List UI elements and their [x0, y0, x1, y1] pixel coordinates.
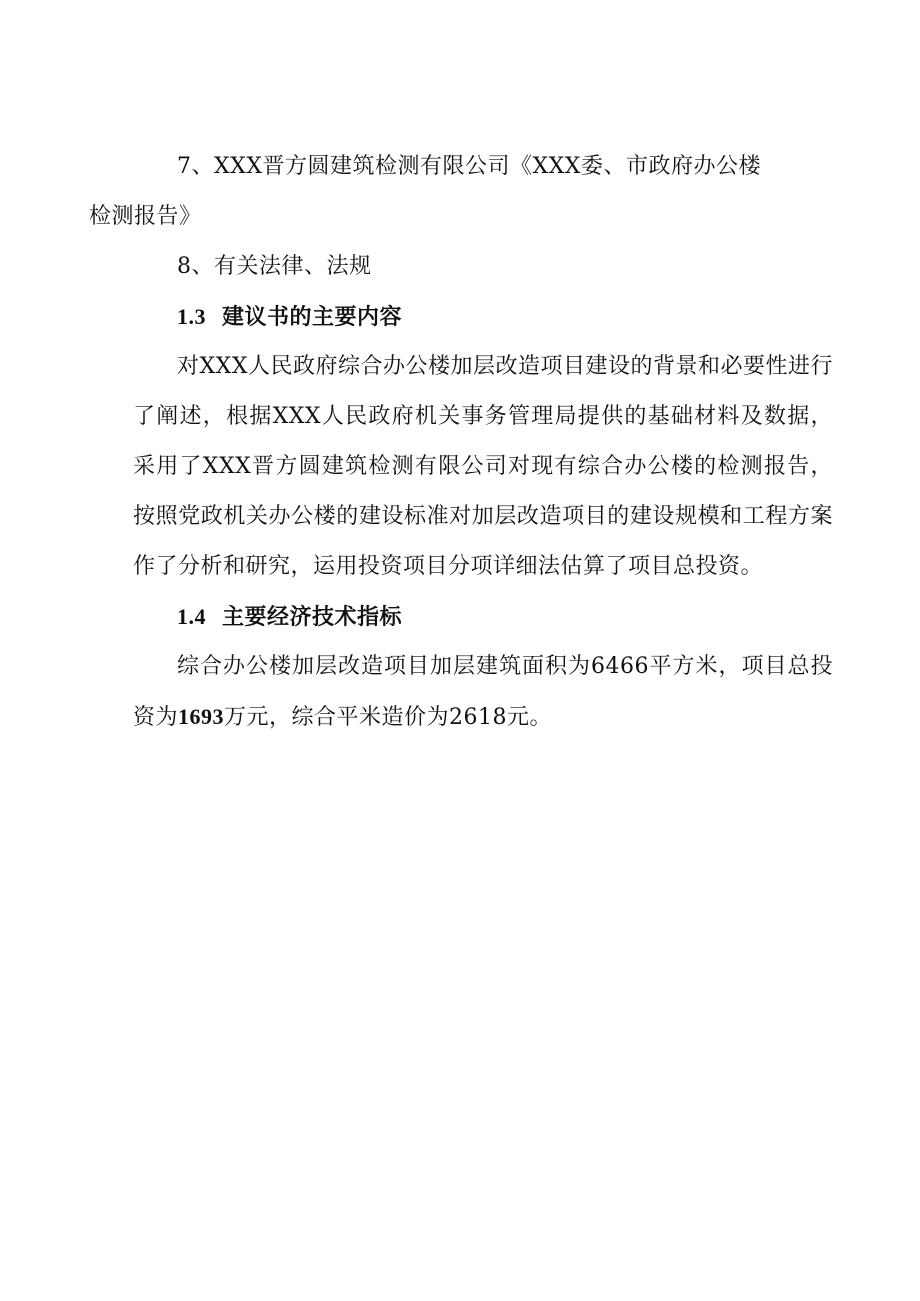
section-title: 主要经济技术指标: [222, 604, 403, 630]
reference-item-7: [89, 142, 833, 242]
section-1-4-body-part1: 综合办公楼加层改造项目加层建筑面积为6466平方米，项目总投资为: [133, 654, 833, 730]
reference-item-7-line2: 检测报告》: [89, 204, 202, 229]
section-1-4-body-part2: 万元，综合平米造价为2618元。: [224, 705, 553, 730]
section-1-4-body: [133, 642, 833, 743]
document-body: [89, 142, 833, 743]
section-heading-1-4: [133, 592, 833, 642]
section-number: 1.4: [177, 604, 206, 629]
reference-item-8: 8、有关法律、法规: [177, 254, 372, 279]
reference-item-7-line1: 7、XXX晋方圆建筑检测有限公司《XXX委、市政府办公楼: [177, 154, 761, 179]
section-number: 1.3: [177, 304, 206, 329]
total-investment-value: 1693: [178, 704, 225, 729]
section-title: 建议书的主要内容: [222, 304, 403, 330]
section-heading-1-3: [133, 292, 833, 342]
section-1-3-body: 对XXX人民政府综合办公楼加层改造项目建设的背景和必要性进行了阐述，根据XXX人民政府机关事务管理局提供的基础材料及数据，采用了XXX晋方圆建筑检测有限公司对现有综合办公楼的检测报告，按照党政机关办公楼的建设标准对加层改造项目的建设规模和工程方案作了分析和研究，运用投资项目分项详细法估算了项目总投资。: [133, 354, 833, 579]
